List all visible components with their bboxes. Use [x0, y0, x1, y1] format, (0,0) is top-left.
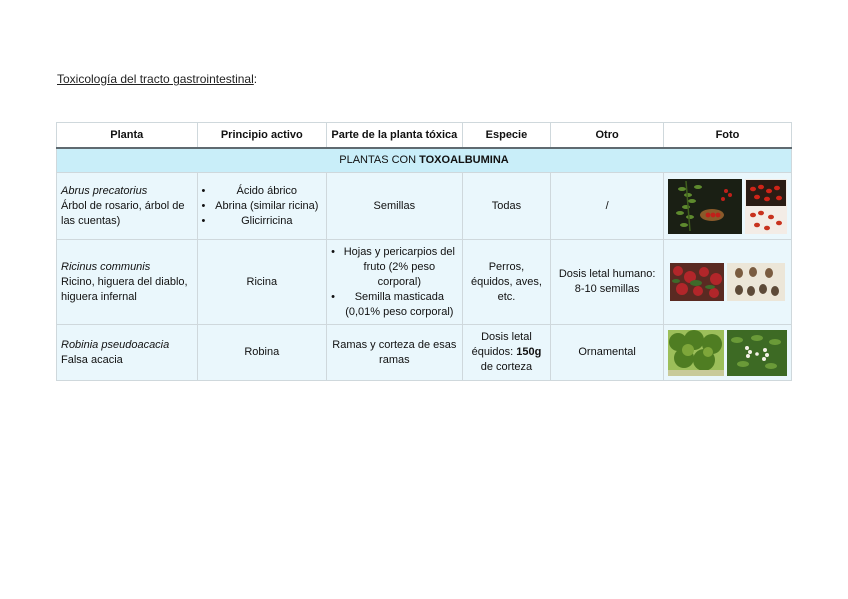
- especie-text-post: de corteza: [480, 361, 533, 373]
- table-row: [57, 325, 792, 381]
- section-bold: TOXOALBUMINA: [419, 154, 509, 166]
- parte-cell: Semillas: [327, 173, 463, 240]
- page-heading-suffix: :: [253, 72, 258, 86]
- section-row: [57, 148, 792, 173]
- plant-scientific-name: Abrus precatorius: [61, 184, 148, 197]
- list-item: • Abrina (similar ricina): [202, 199, 323, 214]
- table-header-row: [57, 123, 792, 149]
- principio-list: [202, 184, 323, 229]
- header-planta: Planta: [57, 123, 198, 149]
- principio-cell: Ricina: [197, 240, 327, 325]
- plant-scientific-name: Robinia pseudoacacia: [61, 338, 170, 351]
- parte-cell: Ramas y corteza de esas ramas: [327, 325, 463, 381]
- list-item: • Ácido ábrico: [202, 184, 323, 199]
- page-heading-title: Toxicología del tracto gastrointestinal: [57, 72, 254, 86]
- list-item: • Hojas y pericarpios del fruto (2% peso corporal): [331, 245, 458, 290]
- otro-cell: /: [551, 173, 664, 240]
- table-row: [57, 173, 792, 240]
- especie-cell: Perros, équidos, aves, etc.: [462, 240, 551, 325]
- plant-common-name: Árbol de rosario, árbol de las cuentas): [61, 199, 185, 227]
- header-foto: Foto: [663, 123, 791, 149]
- plant-common-name: Falsa acacia: [61, 353, 123, 366]
- abrus-seeds-photo: [745, 179, 787, 234]
- principio-cell: [197, 173, 327, 240]
- especie-cell: [462, 325, 551, 381]
- header-especie: Especie: [462, 123, 551, 149]
- ricinus-plant-photo: [670, 263, 724, 301]
- plant-scientific-name: Ricinus communis: [61, 260, 151, 273]
- ricinus-seeds-photo: [727, 263, 785, 301]
- list-item: • Glicirricina: [202, 214, 323, 229]
- section-prefix: PLANTAS CON: [339, 154, 420, 166]
- plant-cell: [57, 173, 198, 240]
- table-row: [57, 240, 792, 325]
- plant-cell: [57, 325, 198, 381]
- foto-cell: [663, 240, 791, 325]
- otro-cell: Ornamental: [551, 325, 664, 381]
- especie-cell: Todas: [462, 173, 551, 240]
- parte-cell: [327, 240, 463, 325]
- header-parte-toxica: Parte de la planta tóxica: [327, 123, 463, 149]
- otro-cell: Dosis letal humano: 8-10 semillas: [551, 240, 664, 325]
- principio-cell: Robina: [197, 325, 327, 381]
- header-otro: Otro: [551, 123, 664, 149]
- list-item: • Semilla masticada (0,01% peso corporal): [331, 290, 458, 320]
- robinia-tree-photo: [668, 330, 724, 376]
- page-heading: [57, 72, 257, 86]
- parte-list: [331, 245, 458, 320]
- abrus-plant-photo: [668, 179, 742, 234]
- foto-cell: [663, 325, 791, 381]
- especie-dose: 150g: [516, 346, 542, 358]
- foto-cell: [663, 173, 791, 240]
- robinia-flowers-photo: [727, 330, 787, 376]
- section-title: [57, 148, 792, 173]
- plant-cell: [57, 240, 198, 325]
- toxicology-table: [56, 122, 792, 381]
- especie-text-pre: Dosis letal équidos:: [471, 331, 532, 358]
- plant-common-name: Ricino, higuera del diablo, higuera infernal: [61, 275, 188, 303]
- header-principio-activo: Principio activo: [197, 123, 327, 149]
